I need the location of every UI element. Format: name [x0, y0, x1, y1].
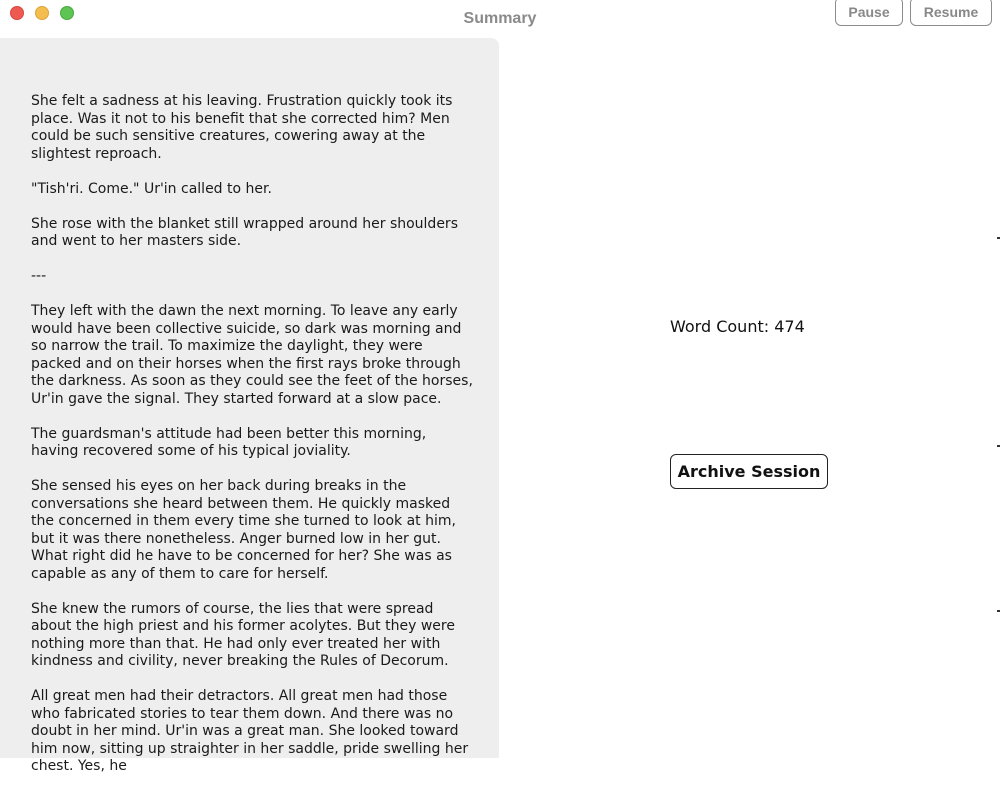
summary-text	[31, 93, 476, 793]
pause-button[interactable]: Pause	[835, 0, 903, 26]
summary-paragraph: They left with the dawn the next morning. To leave any early would have been collective suicide, so dark was morning and so narrow the trail. To maximize the daylight, they were packed and on their horses when the first rays broke through the darkness. As soon as they could see the feet of the horses, Ur'in gave the signal. They started forward at a slow pace.	[31, 303, 473, 407]
summary-paragraph: She felt a sadness at his leaving. Frustration quickly took its place. Was it not to his benefit that she corrected him? Men could be such sensitive creatures, cowering away at the slightest reproach.	[31, 93, 453, 162]
summary-paragraph: All great men had their detractors. All great men had those who fabricated stories to tear them down. And there was no doubt in her mind. Ur'in was a great man. She looked toward him now, sitting up straighter in her saddle, pride swelling her chest. Yes, he	[31, 688, 469, 774]
summary-text-panel[interactable]	[0, 38, 499, 774]
summary-paragraph: The guardsman's attitude had been better this morning, having recovered some of his typical joviality.	[31, 425, 427, 459]
summary-paragraph: She sensed his eyes on her back during breaks in the conversations she heard between them. He quickly masked the concerned in them every time she turned to look at him, but it was there nonetheless. Anger burned low in her gut. What right did he have to be concerned for her? She was as capable as any of them to care for herself.	[31, 478, 456, 582]
word-count-label: Word Count: 474	[670, 317, 805, 336]
section-divider: ---	[31, 268, 47, 284]
summary-paragraph: She rose with the blanket still wrapped around her shoulders and went to her masters side.	[31, 215, 458, 249]
summary-paragraph: "Tish'ri. Come." Ur'in called to her.	[31, 180, 272, 197]
title-bar	[0, 0, 1000, 38]
summary-paragraph: She knew the rumors of course, the lies that were spread about the high priest and his former acolytes. But they were nothing more than that. He had only ever treated her with kindness and civility, never breaking the Rules of Decorum.	[31, 600, 455, 669]
archive-session-button[interactable]: Archive Session	[670, 454, 828, 489]
resume-button[interactable]: Resume	[910, 0, 992, 26]
window-title: Summary	[463, 10, 537, 27]
